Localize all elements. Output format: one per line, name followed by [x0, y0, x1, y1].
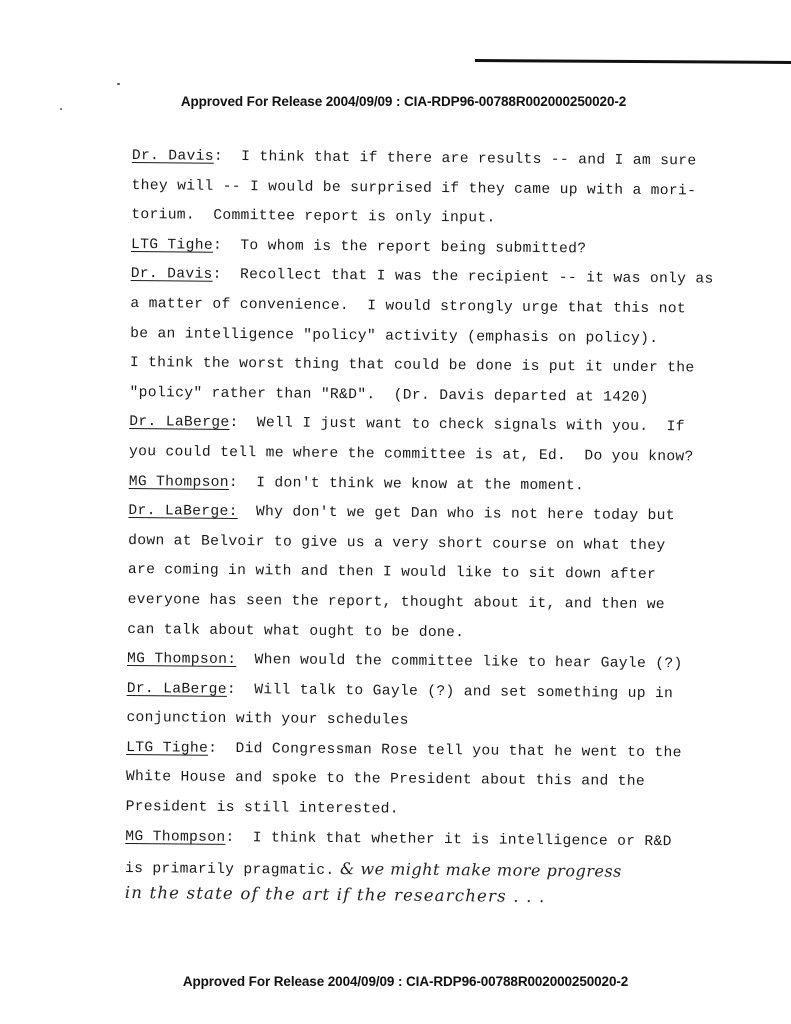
transcript-line: Dr. LaBerge: Well I just want to check signals with you. If [129, 414, 685, 436]
transcript-line: a matter of convenience. I would strongly urge that this not [130, 295, 687, 318]
release-footer: Approved For Release 2004/09/09 : CIA-RDP96-00788R002000250020-2 [182, 974, 629, 989]
handwritten-note: & we might make more progress [334, 859, 622, 881]
speaker-name: Dr. Davis [130, 266, 213, 284]
release-header: Approved For Release 2004/09/09 : CIA-RDP96-00788R002000250020-2 [180, 94, 627, 109]
speaker-name: MG Thompson [125, 828, 226, 846]
speaker-name: LTG Tighe [126, 739, 209, 757]
speaker-name: LTG Tighe [130, 236, 214, 254]
transcript-line: White House and spoke to the President about this and the [125, 769, 646, 791]
transcript-line: conjunction with your schedules [126, 710, 409, 729]
transcript-line: you could tell me where the committee is at, Ed. Do you know? [128, 443, 694, 466]
transcript-line: President is still interested. [125, 799, 399, 818]
speaker-name: Dr. LaBerge [129, 414, 230, 432]
transcript-line: MG Thompson: When would the committee like to hear Gayle (?) [126, 651, 683, 673]
transcript-line: can talk about what ought to be done. [127, 621, 465, 641]
transcript-line: torium. Committee report is only input. [131, 207, 496, 227]
transcript-line: be an intelligence "policy" activity (emphasis on policy). [130, 325, 659, 347]
transcript-line: everyone has seen the report, thought about it, and then we [127, 591, 666, 614]
transcript-line: I think the worst thing that could be done is put it under the [129, 355, 695, 377]
transcript-line: they will -- I would be surprised if they came up with a mori- [131, 177, 697, 200]
handwritten-note: in the state of the art if the researchers . . . [124, 882, 546, 906]
transcript-line: "policy" rather than "R&D". (Dr. Davis departed at 1420) [129, 384, 649, 406]
scan-speck [117, 83, 120, 85]
transcript-line: Dr. LaBerge: Will talk to Gayle (?) and set something up in [126, 680, 674, 702]
speaker-name: Dr. LaBerge: [128, 503, 238, 521]
speaker-name: MG Thompson: [126, 651, 237, 669]
transcript-line: are coming in with and then I would like to sit down after [127, 562, 657, 584]
transcript-line: LTG Tighe: To whom is the report being submitted? [130, 236, 587, 258]
transcript-body [125, 142, 772, 912]
top-rule [475, 59, 791, 64]
transcript-line: down at Belvoir to give us a very short course on what they [128, 532, 666, 554]
transcript-line: Dr. Davis: I think that if there are results -- and I am sure [131, 147, 697, 170]
transcript-line: MG Thompson: I think that whether it is intelligence or R&D [125, 828, 672, 850]
transcript-line: MG Thompson: I don't think we know at the moment. [128, 473, 585, 494]
transcript-line: Dr. Davis: Recollect that I was the recipient -- it was only as [130, 266, 714, 288]
speaker-name: Dr. LaBerge [126, 680, 228, 698]
transcript-line: is primarily pragmatic. & we might make more progress [124, 859, 622, 881]
speaker-name: MG Thompson [128, 473, 230, 491]
speaker-name: Dr. Davis [131, 147, 214, 165]
transcript-line: LTG Tighe: Did Congressman Rose tell you that he went to the [126, 739, 682, 762]
transcript-line: Dr. LaBerge: Why don't we get Dan who is not here today but [128, 503, 675, 525]
